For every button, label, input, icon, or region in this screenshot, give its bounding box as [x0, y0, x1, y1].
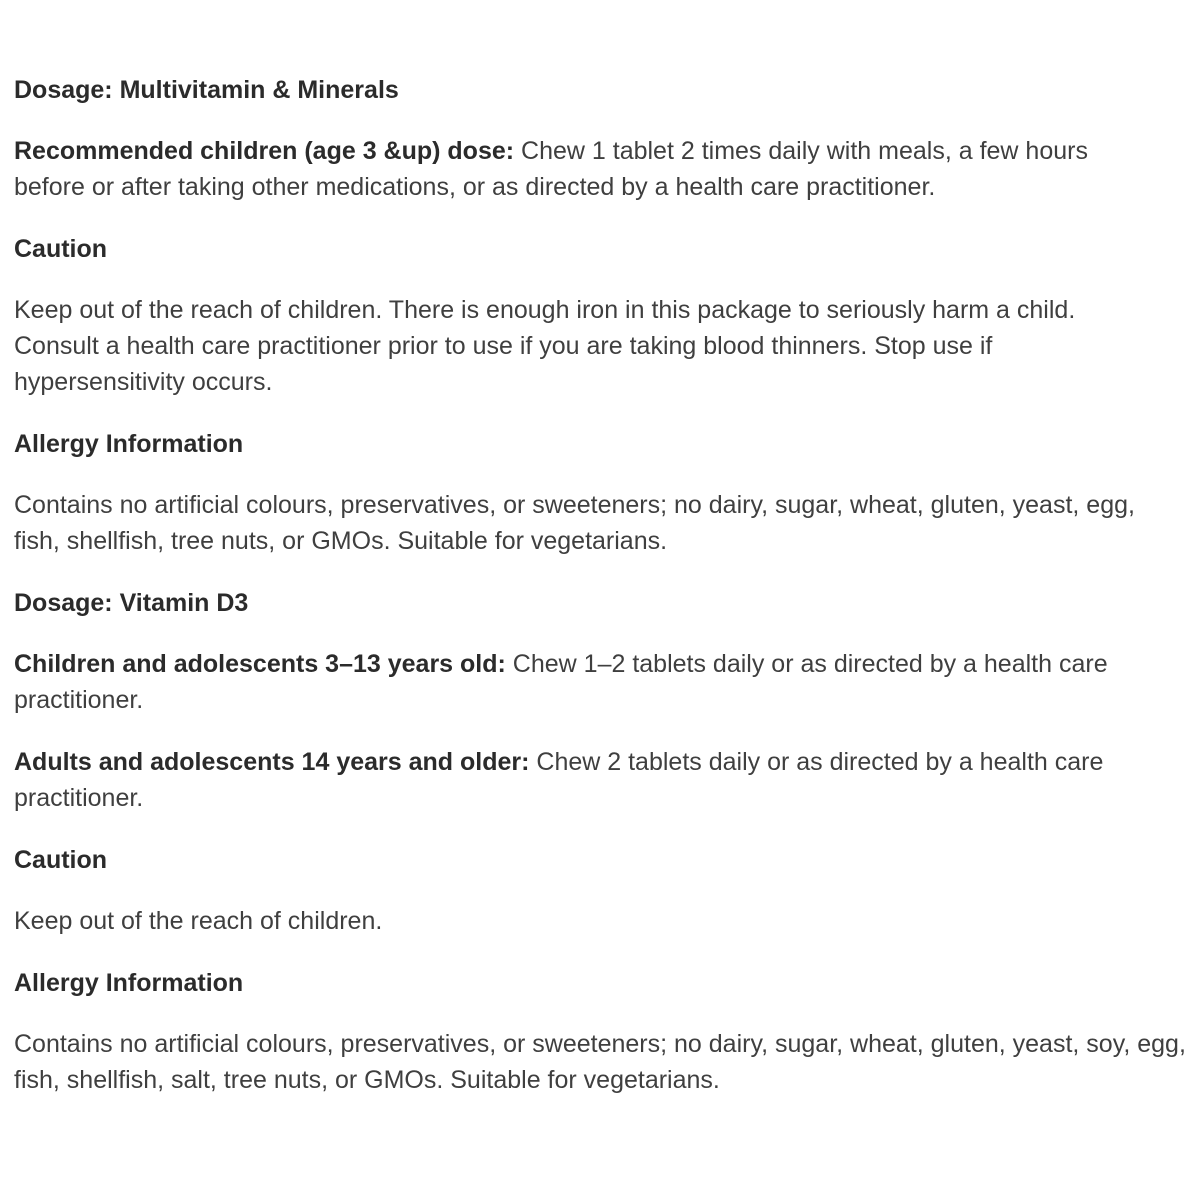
product-info-content	[14, 72, 1194, 1124]
vitamin-d3-children-label: Children and adolescents 3–13 years old:	[14, 650, 506, 678]
multivitamin-caution-heading: Caution	[14, 235, 108, 263]
multivitamin-dose-text: Chew 1 tablet 2 times daily with meals, a few hours before or after taking other medications, or as directed by a health care practitioner.	[14, 137, 1088, 201]
vitamin-d3-dosage-heading: Dosage: Vitamin D3	[14, 589, 249, 617]
multivitamin-dose-paragraph	[14, 133, 1154, 205]
vitamin-d3-children-paragraph	[14, 646, 1164, 718]
vitamin-d3-caution-heading: Caution	[14, 846, 108, 874]
vitamin-d3-caution-text: Keep out of the reach of children.	[14, 907, 383, 935]
vitamin-d3-adults-text: Chew 2 tablets daily or as directed by a health care practitioner.	[14, 748, 1104, 812]
multivitamin-allergy-text: Contains no artificial colours, preservatives, or sweeteners; no dairy, sugar, wheat, gluten, yeast, egg, fish, shellfish, tree nuts, or GMOs. Suitable for vegetarians.	[14, 491, 1135, 555]
vitamin-d3-children-text: Chew 1–2 tablets daily or as directed by a health care practitioner.	[14, 650, 1108, 714]
vitamin-d3-allergy-text: Contains no artificial colours, preservatives, or sweeteners; no dairy, sugar, wheat, gluten, yeast, soy, egg, fish, shellfish, salt, tree nuts, or GMOs. Suitable for vegetarians.	[14, 1030, 1186, 1094]
multivitamin-caution-text: Keep out of the reach of children. There is enough iron in this package to seriously harm a child. Consult a health care practitioner prior to use if you are taking blood thinners. Stop use if hypersensitivity occurs.	[14, 296, 1076, 396]
vitamin-d3-adults-label: Adults and adolescents 14 years and older:	[14, 748, 530, 776]
multivitamin-dose-label: Recommended children (age 3 &up) dose:	[14, 137, 515, 165]
multivitamin-allergy-heading: Allergy Information	[14, 430, 244, 458]
multivitamin-dosage-heading: Dosage: Multivitamin & Minerals	[14, 76, 399, 104]
vitamin-d3-allergy-heading: Allergy Information	[14, 969, 244, 997]
vitamin-d3-adults-paragraph	[14, 744, 1164, 816]
